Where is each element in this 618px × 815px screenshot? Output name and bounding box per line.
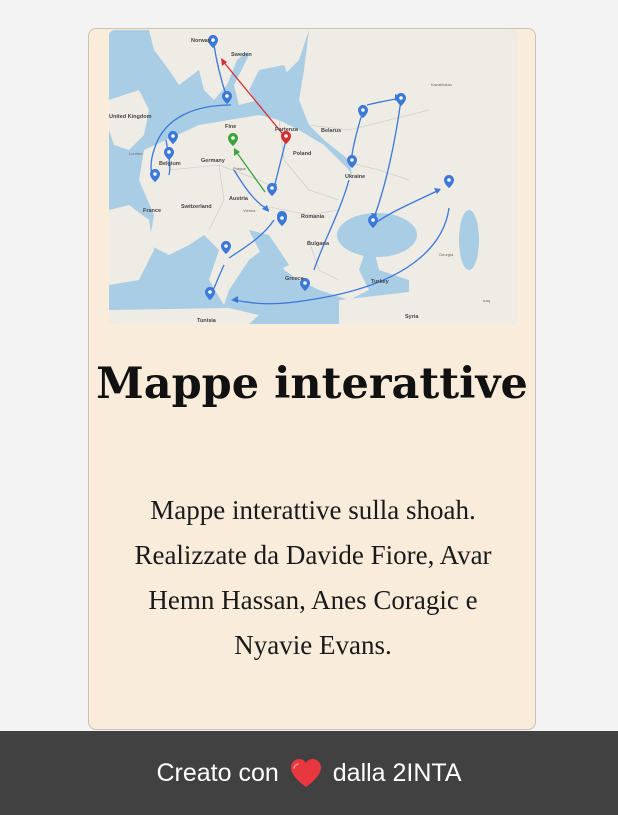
map-label-country: Belgium [159, 161, 181, 167]
map-label-country: Iraq [483, 298, 490, 303]
map-label-country: Switzerland [181, 204, 212, 210]
map-label-country: Georgia [439, 252, 454, 257]
footer [0, 731, 618, 815]
heart-icon [289, 758, 323, 788]
map-label-country: Ukraine [345, 174, 366, 180]
map-label-country: Austria [229, 196, 248, 202]
map-label-country: Germany [201, 158, 225, 164]
map-label-country: Romania [301, 214, 325, 220]
map-label-country: Greece [285, 276, 304, 282]
map-label-country: Bulgaria [307, 241, 330, 247]
map-label-country: Sweden [231, 52, 252, 58]
footer-suffix: dalla 2INTA [332, 758, 462, 787]
map-label-city: Prague [233, 166, 246, 171]
map-label-country: Syria [405, 314, 419, 320]
map-label-city: London [129, 151, 143, 156]
map-label-country: France [143, 208, 162, 214]
map-label-country: Belarus [321, 128, 342, 134]
map-thumbnail[interactable] [109, 30, 517, 324]
map-label-country: Tunisia [197, 318, 216, 324]
content-card[interactable] [88, 28, 536, 730]
europe-map [109, 30, 517, 324]
map-label-country: Norway [191, 38, 211, 44]
card-title: Mappe interattive [96, 359, 528, 409]
card-description: Mappe interattive sulla shoah. Realizzate da Davide Fiore, Avar Hemn Hassan, Anes Coragic e Nyavie Evans. [134, 495, 492, 660]
map-label-country: Turkey [371, 279, 389, 285]
map-label-start: Partenza [275, 127, 298, 133]
map-label-city: Vienna [243, 208, 256, 213]
map-label-end: Fine [225, 124, 237, 130]
map-label-country: Poland [293, 151, 312, 157]
map-label-country: Kazakhstan [431, 82, 452, 87]
map-label-country: United Kingdom [109, 114, 152, 120]
footer-prefix: Creato con [156, 758, 279, 787]
